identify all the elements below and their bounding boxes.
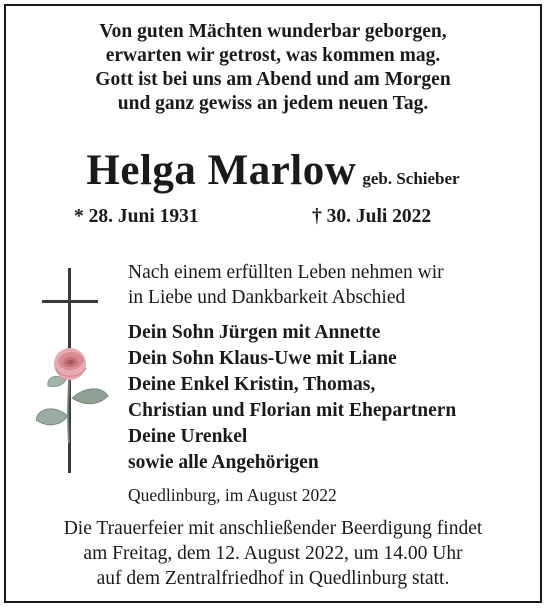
death-date: † 30. Juli 2022 — [312, 206, 432, 227]
funeral-line: auf dem Zentralfriedhof in Quedlinburg statt. — [96, 568, 450, 589]
poem-line: Von guten Mächten wunderbar geborgen, — [99, 21, 447, 42]
poem-line: Gott ist bei uns am Abend und am Morgen — [95, 69, 451, 90]
mourner-line: Dein Sohn Jürgen mit Annette — [128, 322, 381, 343]
deceased-name: Helga Marlow — [86, 147, 357, 194]
mourner-line: Christian und Florian mit Ehepartnern — [128, 400, 457, 421]
intro-line: in Liebe und Dankbarkeit Abschied — [128, 287, 406, 308]
cross-icon — [36, 268, 116, 483]
mourner-line: sowie alle Angehörigen — [128, 452, 319, 473]
poem-line: und ganz gewiss an jedem neuen Tag. — [117, 93, 429, 114]
intro-line: Nach einem erfüllten Leben nehmen wir — [128, 262, 444, 283]
mourner-line: Deine Urenkel — [128, 426, 248, 447]
cross-horizontal — [42, 300, 98, 303]
poem-line: erwarten wir getrost, was kommen mag. — [105, 45, 441, 66]
funeral-info — [6, 516, 540, 591]
mourner-line: Deine Enkel Kristin, Thomas, — [128, 374, 376, 395]
funeral-line: Die Trauerfeier mit anschließender Beerdigung findet — [63, 518, 483, 539]
farewell-intro — [128, 260, 444, 310]
obituary-notice — [4, 4, 542, 603]
deceased-name-row — [6, 146, 540, 195]
mourners-list — [128, 320, 456, 476]
poem — [6, 20, 540, 116]
rose-icon — [36, 348, 108, 443]
maiden-name: geb. Schieber — [362, 169, 460, 188]
place-date: Quedlinburg, im August 2022 — [128, 485, 337, 505]
funeral-line: am Freitag, dem 12. August 2022, um 14.00 Uhr — [83, 543, 463, 564]
mourner-line: Dein Sohn Klaus-Uwe mit Liane — [128, 348, 397, 369]
birth-date: * 28. Juni 1931 — [74, 206, 199, 227]
